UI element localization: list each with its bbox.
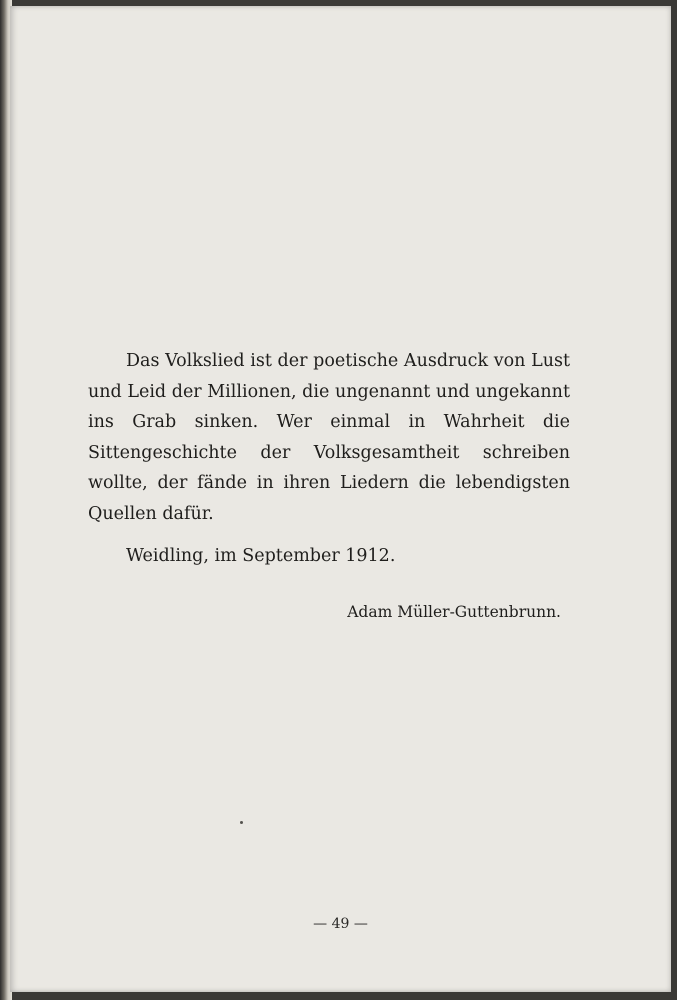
- page-number: — 49 —: [313, 916, 368, 932]
- body-paragraph: Das Volkslied ist der poetische Ausdruck von Lust und Leid der Millionen, die ungenannt und ungekannt ins Grab sinken. Wer einmal in Wahrheit die Sittengeschichte der Volksgesamtheit schreiben wollte, der fände in ihren Liedern die lebendigsten Quellen dafür.: [88, 351, 570, 524]
- paper-speck: [240, 821, 243, 824]
- dateline: Weidling, im September 1912.: [126, 546, 396, 566]
- book-page: [10, 6, 671, 992]
- author-signature: Adam Müller-Guttenbrunn.: [347, 603, 561, 621]
